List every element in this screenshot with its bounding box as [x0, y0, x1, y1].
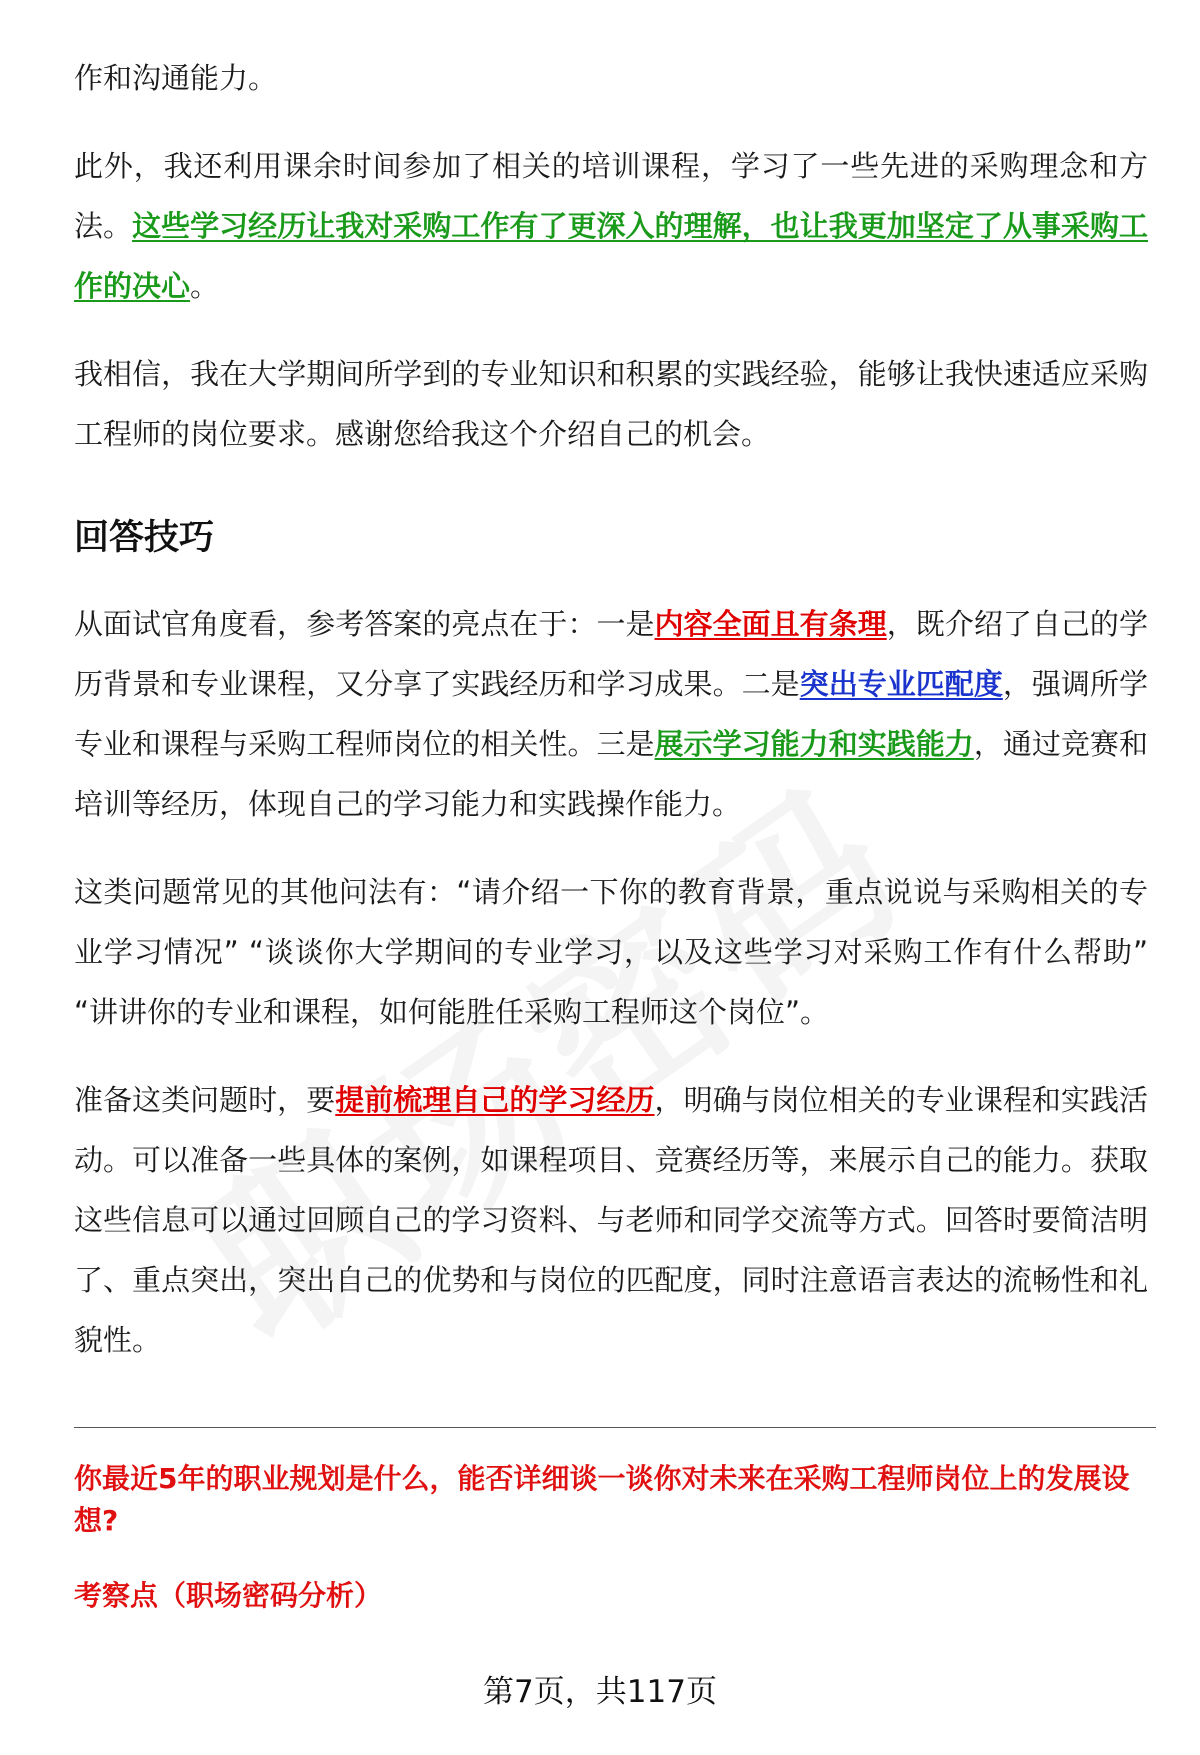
- paragraph-text: ，通过竞赛和培训等经历，体现自己的学习能力和实践操作能力。: [74, 727, 1148, 821]
- page-number: 第7页，共117页: [483, 1674, 717, 1710]
- paragraph-text: 此外，我还利用课余时间参加了相关的培训课程，学习了一些先进的采购理念和方法。: [74, 149, 1148, 243]
- highlight-blue: 突出专业匹配度: [799, 667, 1003, 701]
- paragraph-continuation: [74, 48, 1148, 108]
- question-subheading: 考察点（职场密码分析）: [74, 1579, 383, 1612]
- document-body: [74, 48, 1148, 1398]
- tips-paragraph-preparation: [74, 1070, 1148, 1370]
- paragraph-conclusion: [74, 344, 1148, 464]
- paragraph-text: 从面试官角度看，参考答案的亮点在于：一是: [74, 607, 655, 641]
- highlight-green: 这些学习经历让我对采购工作有了更深入的理解，也让我更加坚定了从事采购工作的决心: [74, 209, 1148, 303]
- highlight-red: 内容全面且有条理: [654, 607, 887, 641]
- highlight-red: 提前梳理自己的学习经历: [335, 1083, 655, 1117]
- highlight-green: 展示学习能力和实践能力: [654, 727, 974, 761]
- tips-paragraph-alternatives: [74, 862, 1148, 1042]
- paragraph-text: 准备这类问题时，要: [74, 1083, 336, 1117]
- paragraph-text: 作和沟通能力。: [74, 61, 278, 95]
- section-divider: [74, 1427, 1156, 1428]
- paragraph-training: [74, 136, 1148, 316]
- paragraph-text: ，既介绍了自己的学历背景和专业课程，又分享了实践经历和学习成果。二是: [74, 607, 1148, 701]
- paragraph-text: 这类问题常见的其他问法有：“请介绍一下你的教育背景，重点说说与采购相关的专业学习情况” “谈谈你大学期间的专业学习，以及这些学习对采购工作有什么帮助” “讲讲你的专业和课程，如何能胜任采购工程师这个岗位”。: [74, 875, 1148, 1029]
- paragraph-text: ，明确与岗位相关的专业课程和实践活动。可以准备一些具体的案例，如课程项目、竞赛经历等，来展示自己的能力。获取这些信息可以通过回顾自己的学习资料、与老师和同学交流等方式。回答时要简洁明了、重点突出，突出自己的优势和与岗位的匹配度，同时注意语言表达的流畅性和礼貌性。: [74, 1083, 1148, 1357]
- paragraph-text: 我相信，我在大学期间所学到的专业知识和积累的实践经验，能够让我快速适应采购工程师的岗位要求。感谢您给我这个介绍自己的机会。: [74, 357, 1148, 451]
- next-question: 你最近5年的职业规划是什么，能否详细谈一谈你对未来在采购工程师岗位上的发展设想?: [74, 1462, 1130, 1537]
- paragraph-text: ，强调所学专业和课程与采购工程师岗位的相关性。三是: [74, 667, 1148, 761]
- paragraph-text: 。: [190, 269, 220, 303]
- tips-paragraph-highlights: [74, 594, 1148, 834]
- section-title: 回答技巧: [74, 518, 215, 558]
